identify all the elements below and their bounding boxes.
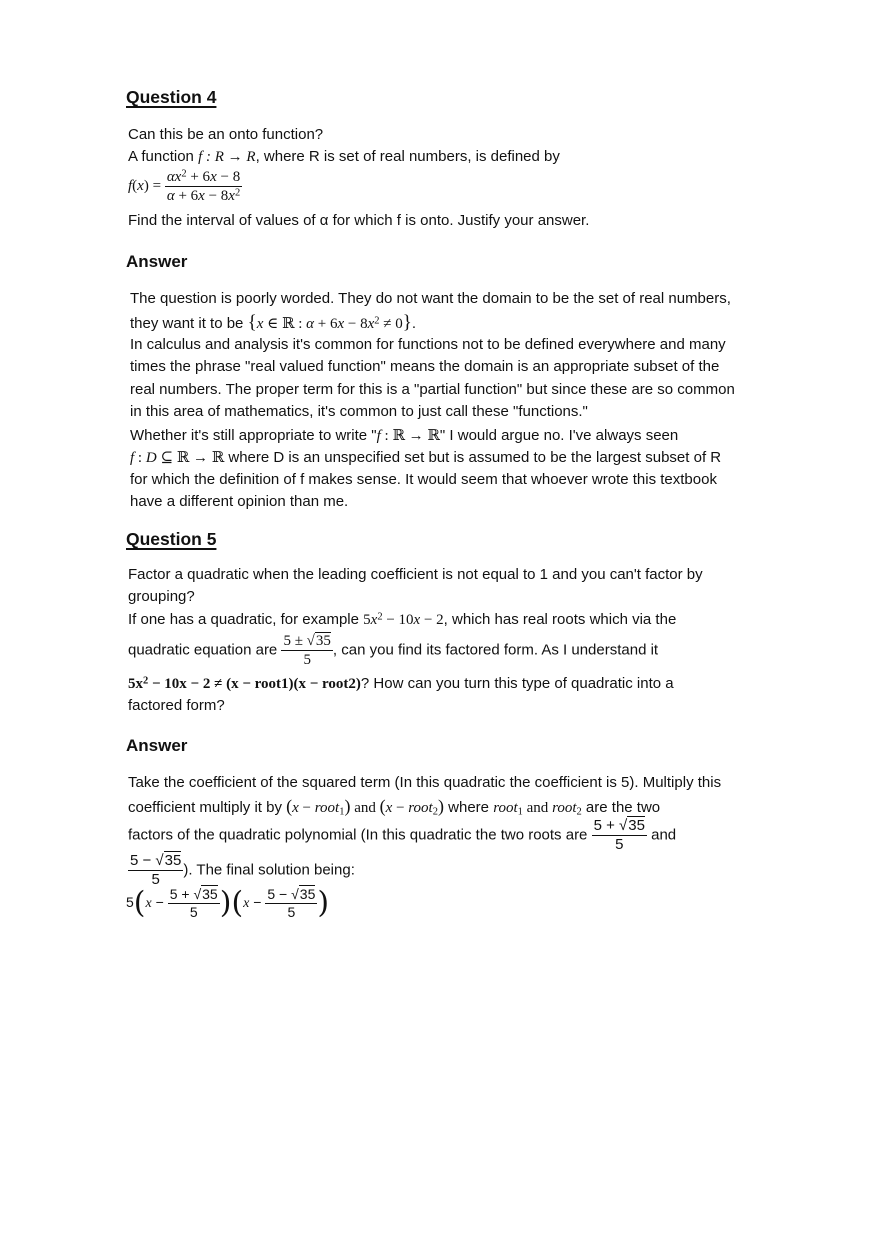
a4-line-10: have a different opinion than me. (130, 493, 349, 510)
question-4-heading: Question 4 (126, 87, 217, 107)
q4-line-1: Can this be an onto function? (128, 126, 324, 143)
answer-5-heading: Answer (126, 736, 188, 755)
q4-function-signature: f : R → R (198, 149, 256, 165)
q5-line-5: $5x^2 - 10x - 2 \ne (x$ − root1)(x − root2)? How can you turn this type of quadratic into a (128, 675, 674, 692)
q4-line-4: Find the interval of values of α for which f is onto. Justify your answer. (128, 212, 590, 229)
a5-root-2-fraction: $\frac{5 - √35}{5}$ (130, 852, 182, 888)
a4-line-7: Whether it's still appropriate to write "f : ℝ → ℝ" I would argue no. I've always seen (130, 427, 679, 444)
q5-line-2: grouping? (128, 588, 195, 605)
a4-line-5: real numbers. The proper term for this is a "partial function" but since these are so common (130, 381, 735, 398)
q5-line-4: quadratic equation are $\frac{5 \pm √35}{5}$ , can you find its factored form. As I understand it (128, 633, 659, 668)
a4-line-1: The question is poorly worded. They do not want the domain to be the set of real numbers, (130, 290, 731, 307)
a5-line-2: coefficient multiply it by (x − root$_1$) and (x − root$_2$) where root$_1$ and root$_2$ are the two (128, 796, 661, 818)
q5-line-1: Factor a quadratic when the leading coefficient is not equal to 1 and you can't factor by (128, 566, 703, 583)
a4-line-8: f : D ⊆ ℝ → ℝ where D is an unspecified set but is assumed to be the largest subset of R (130, 449, 722, 466)
a4-line-2: they want it to be {x ∈ ℝ : $\alpha + 6x - 8x^2 \ne 0$}. (130, 312, 417, 333)
q5-line-3: If one has a quadratic, for example $5x^2 - 10x - 2$, which has real roots which via the (128, 611, 677, 628)
a4-line-3: In calculus and analysis it's common for functions not to be defined everywhere and many (130, 336, 726, 353)
a5-line-1: Take the coefficient of the squared term (In this quadratic the coefficient is 5). Multiply this (128, 774, 722, 791)
a4-line-9: for which the definition of f makes sense. It would seem that whoever wrote this textbook (130, 471, 717, 488)
a4-line-6: in this area of mathematics, it's common to just call these "functions." (130, 403, 588, 420)
q4-line-2: A function f : R → R, where R is set of real numbers, is defined by (128, 148, 560, 165)
a4-domain-set: {x ∈ ℝ : $\alpha + 6x - 8x^2 \ne 0$} (247, 312, 412, 333)
question-5-heading: Question 5 (126, 529, 217, 549)
q5-roots-fraction: $\frac{5 \pm √35}{5}$ (283, 633, 331, 668)
a5-line-3: factors of the quadratic polynomial (In this quadratic the two roots are $\frac{5 + √35}{5}$ and (128, 817, 677, 853)
q4-formula: f(x) = $\frac{\alpha x^2 + 6x - 8}{\alpha + 6x - 8x^2}$ (128, 168, 241, 204)
q4-formula-fraction: $\frac{\alpha x^2 + 6x - 8}{\alpha + 6x - 8x^2}$ (166, 168, 241, 204)
a5-line-4: $\frac{5 - √35}{5}$ ). The final solution being: (130, 852, 355, 888)
answer-4-heading: Answer (126, 252, 188, 271)
a5-root-1-fraction: $\frac{5 + √35}{5}$ (593, 817, 645, 853)
q5-line-6: factored form? (128, 697, 225, 714)
a4-line-4: times the phrase "real valued function" means the domain is an appropriate subset of the (130, 358, 720, 375)
a5-final-factored-form: 5(x − $\frac{5 + √35}{5}$ )(x − $\frac{5 - √35}{5}$ ) (126, 885, 330, 921)
